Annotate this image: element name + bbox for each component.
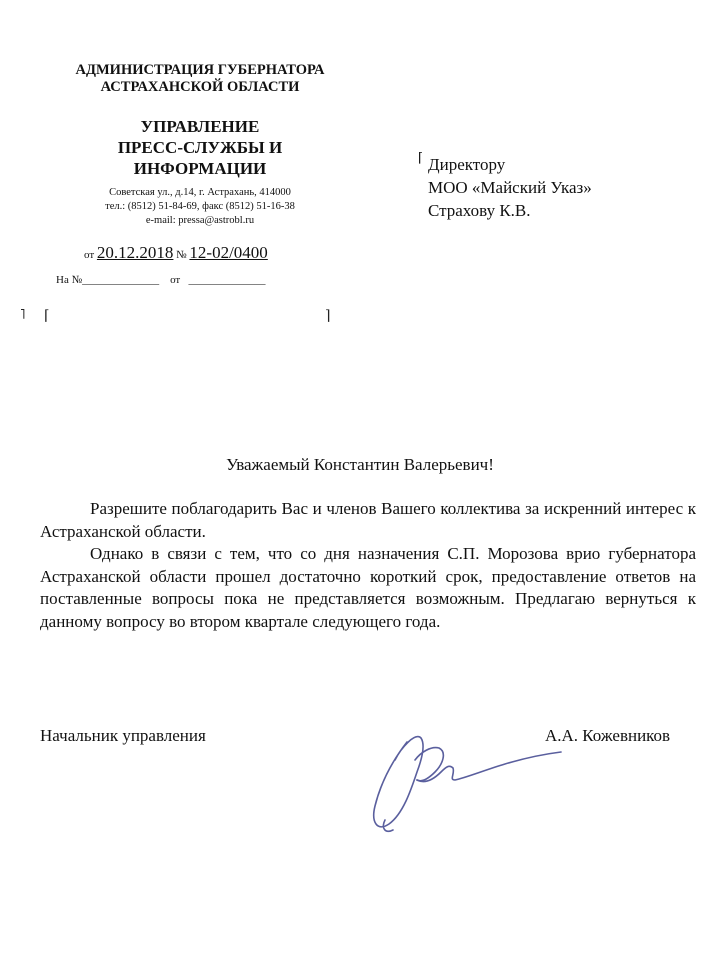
dept-line-3: ИНФОРМАЦИИ [133,159,267,178]
org-line-1: АДМИНИСТРАЦИЯ ГУБЕРНАТОРА [75,62,325,78]
dept-line-1: УПРАВЛЕНИЕ [140,117,260,136]
sender-phones: тел.: (8512) 51-84-69, факс (8512) 51-16-38 [105,201,295,212]
addressee-line-1: Директору [428,155,506,174]
margin-bracket-icon: ˥ [20,308,26,323]
ot-prefix: от [170,274,181,286]
addressee-block [428,153,592,222]
addressee-bracket-icon: ⌈ [418,150,424,165]
sender-organization [40,62,360,96]
sender-email: e-mail: pressa@astrobl.ru [145,215,255,226]
registration-date: 20.12.2018 [96,243,174,262]
subject-bracket-right-icon: ⌉ [325,309,331,324]
ot-blank: ______________ [188,274,266,286]
addressee-line-2: МОО «Майский Указ» [428,178,592,197]
letter-paragraph: Разрешите поблагодарить Вас и членов Вашего коллектива за искренний интерес к Астраханской области. [40,499,696,541]
na-blank: ______________ [82,274,160,286]
na-prefix: На № [56,274,83,286]
letter-paragraph: Однако в связи с тем, что со дня назначения С.П. Морозова врио губернатора Астраханской области прошел достаточно короткий срок, предоставление ответов на поставленные вопросы пока не представляется возможным. Предлагаю вернуться к данному вопросу во втором квартале следующего года. [40,544,696,631]
dept-line-2: ПРЕСС-СЛУЖБЫ И [117,138,283,157]
letter-body [40,498,696,633]
sender-address: Советская ул., д.14, г. Астрахань, 414000 [109,187,291,198]
sender-contacts [40,186,360,228]
number-prefix: № [176,249,187,261]
org-line-2: АСТРАХАНСКОЙ ОБЛАСТИ [100,79,300,95]
letter-greeting: Уважаемый Константин Валерьевич! [226,455,494,474]
reference-line [56,274,266,286]
subject-bracket-left-icon: ⌈ [44,309,50,324]
date-prefix: от [84,249,95,261]
sender-department [80,116,320,179]
registration-number: 12-02/0400 [189,243,268,262]
registration-line [84,243,268,263]
signatory-title: Начальник управления [40,726,206,745]
addressee-line-3: Страхову К.В. [428,201,531,220]
signatory-name: А.А. Кожевников [545,726,671,745]
